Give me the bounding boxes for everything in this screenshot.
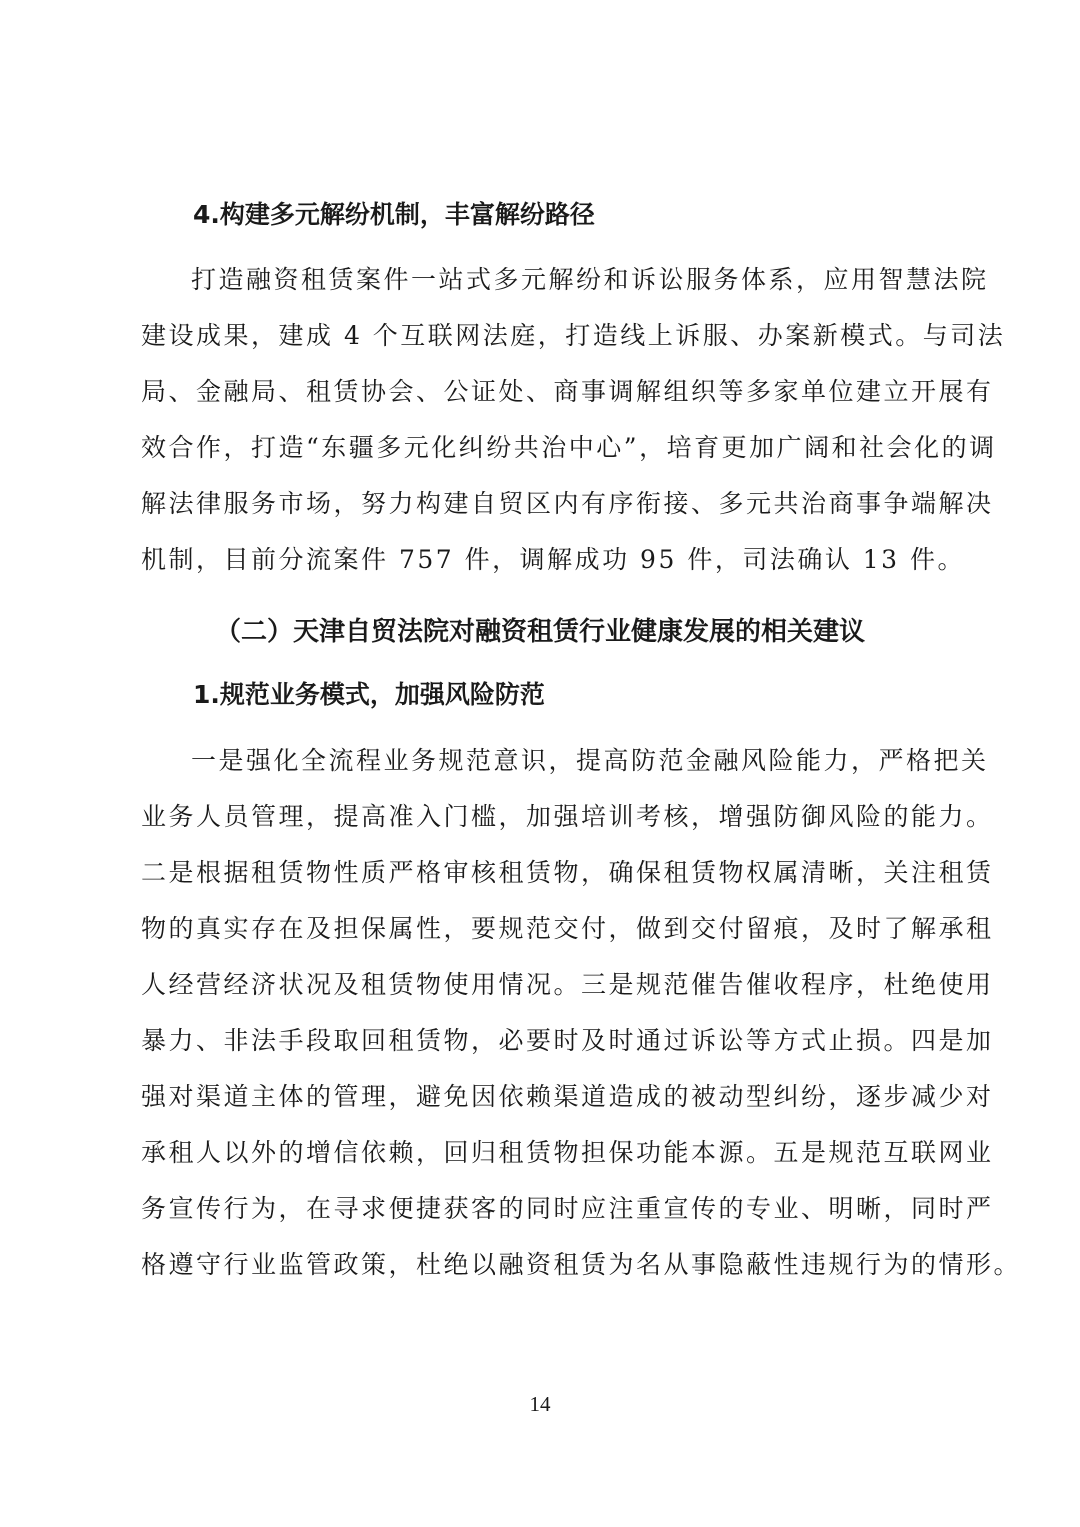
heading-subsection-1: 1.规范业务模式，加强风险防范 bbox=[193, 680, 545, 709]
paragraph-line: 承租人以外的增信依赖，回归租赁物担保功能本源。五是规范互联网业 bbox=[141, 1138, 994, 1167]
paragraph-line: 解法律服务市场，努力构建自贸区内有序衔接、多元共治商事争端解决 bbox=[141, 489, 994, 518]
paragraph-line: 业务人员管理，提高准入门槛，加强培训考核，增强防御风险的能力。 bbox=[141, 802, 994, 831]
paragraph-line: 强对渠道主体的管理，避免因依赖渠道造成的被动型纠纷，逐步减少对 bbox=[141, 1082, 994, 1111]
paragraph-line: 一是强化全流程业务规范意识，提高防范金融风险能力，严格把关 bbox=[191, 746, 989, 775]
page-number: 14 bbox=[529, 1392, 551, 1416]
paragraph-line: 机制，目前分流案件 757 件，调解成功 95 件，司法确认 13 件。 bbox=[141, 545, 966, 574]
paragraph-line: 务宣传行为，在寻求便捷获客的同时应注重宣传的专业、明晰，同时严 bbox=[141, 1194, 994, 1223]
paragraph-line: 建设成果，建成 4 个互联网法庭，打造线上诉服、办案新模式。与司法 bbox=[141, 321, 1006, 350]
paragraph-line: 物的真实存在及担保属性，要规范交付，做到交付留痕，及时了解承租 bbox=[141, 914, 994, 943]
paragraph-line: 局、金融局、租赁协会、公证处、商事调解组织等多家单位建立开展有 bbox=[141, 377, 994, 406]
heading-section-4: 4.构建多元解纷机制，丰富解纷路径 bbox=[193, 200, 595, 229]
paragraph-section-4 bbox=[141, 252, 1006, 588]
paragraph-line: 暴力、非法手段取回租赁物，必要时及时通过诉讼等方式止损。四是加 bbox=[141, 1026, 994, 1055]
paragraph-subsection-1 bbox=[141, 733, 1022, 1293]
paragraph-line: 效合作，打造“东疆多元化纠纷共治中心”，培育更加广阔和社会化的调 bbox=[141, 433, 997, 462]
heading-section-two: （二）天津自贸法院对融资租赁行业健康发展的相关建议 bbox=[214, 617, 865, 647]
paragraph-line: 二是根据租赁物性质严格审核租赁物，确保租赁物权属清晰，关注租赁 bbox=[141, 858, 994, 887]
paragraph-line: 格遵守行业监管政策，杜绝以融资租赁为名从事隐蔽性违规行为的情形。 bbox=[141, 1250, 1022, 1279]
paragraph-line: 打造融资租赁案件一站式多元解纷和诉讼服务体系，应用智慧法院 bbox=[191, 265, 989, 294]
paragraph-line: 人经营经济状况及租赁物使用情况。三是规范催告催收程序，杜绝使用 bbox=[141, 970, 994, 999]
